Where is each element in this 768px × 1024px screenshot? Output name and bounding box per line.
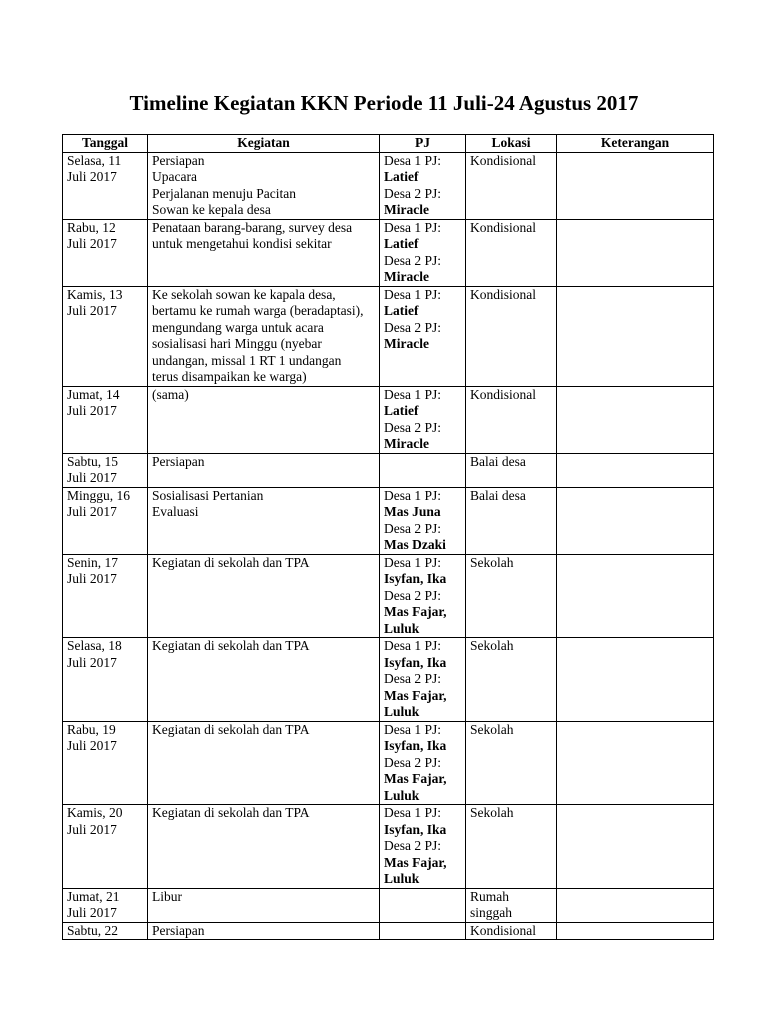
tanggal-cell	[63, 888, 148, 922]
pj-cell	[380, 286, 466, 386]
timeline-body	[63, 152, 714, 940]
pj-name: Mas Fajar,	[384, 687, 447, 703]
keterangan-cell	[557, 721, 714, 805]
kegiatan-cell	[148, 386, 380, 453]
pj-label: Desa 1 PJ:	[384, 286, 441, 302]
kegiatan-cell	[148, 286, 380, 386]
lokasi-cell	[466, 286, 557, 386]
lokasi-line: Kondisional	[470, 152, 536, 168]
lokasi-cell	[466, 554, 557, 638]
tanggal-cell	[63, 805, 148, 889]
pj-cell	[380, 487, 466, 554]
tanggal-cell	[63, 721, 148, 805]
kegiatan-line: Persiapan	[152, 453, 205, 469]
kegiatan-cell	[148, 152, 380, 219]
lokasi-cell	[466, 487, 557, 554]
tanggal-line: Minggu, 16	[67, 487, 131, 503]
lokasi-line: Kondisional	[470, 286, 536, 302]
timeline-table	[62, 134, 714, 940]
lokasi-line: Balai desa	[470, 487, 526, 503]
kegiatan-line: Ke sekolah sowan ke kapala desa,	[152, 286, 336, 302]
lokasi-cell	[466, 922, 557, 940]
keterangan-cell	[557, 638, 714, 722]
kegiatan-line: bertamu ke rumah warga (beradaptasi),	[152, 303, 364, 318]
tanggal-line: Juli 2017	[67, 654, 117, 670]
pj-name: Mas Fajar,	[384, 771, 447, 786]
pj-cell	[380, 638, 466, 722]
pj-name: Luluk	[384, 704, 420, 719]
tanggal-line: Juli 2017	[67, 236, 117, 251]
kegiatan-cell	[148, 638, 380, 722]
table-row	[63, 805, 714, 889]
tanggal-cell	[63, 922, 148, 940]
pj-label: Desa 1 PJ:	[384, 487, 441, 503]
header-tanggal: Tanggal	[63, 135, 148, 153]
lokasi-cell	[466, 721, 557, 805]
lokasi-line: Kondisional	[470, 219, 536, 235]
lokasi-line: Sekolah	[470, 638, 514, 653]
lokasi-cell	[466, 386, 557, 453]
tanggal-line: Selasa, 18	[67, 638, 122, 653]
table-row	[63, 554, 714, 638]
kegiatan-line: Kegiatan di sekolah dan TPA	[152, 805, 310, 820]
kegiatan-line: Evaluasi	[152, 504, 199, 519]
page-title: Timeline Kegiatan KKN Periode 11 Juli-24 Agustus 2017	[129, 91, 639, 115]
kegiatan-line: Kegiatan di sekolah dan TPA	[152, 554, 310, 570]
tanggal-cell	[63, 286, 148, 386]
kegiatan-line: Penataan barang-barang, survey desa	[152, 219, 353, 235]
pj-name: Miracle	[384, 336, 429, 351]
kegiatan-line: mengundang warga untuk acara	[152, 319, 324, 335]
table-row	[63, 152, 714, 219]
tanggal-cell	[63, 152, 148, 219]
pj-name: Luluk	[384, 787, 420, 803]
pj-cell	[380, 453, 466, 487]
pj-label: Desa 1 PJ:	[384, 386, 441, 402]
tanggal-line: Juli 2017	[67, 905, 117, 920]
keterangan-cell	[557, 453, 714, 487]
pj-cell	[380, 554, 466, 638]
header-kegiatan: Kegiatan	[148, 135, 380, 153]
kegiatan-line: Kegiatan di sekolah dan TPA	[152, 638, 310, 653]
pj-name: Latief	[384, 169, 419, 184]
tanggal-line: Juli 2017	[67, 470, 117, 485]
tanggal-line: Juli 2017	[67, 403, 117, 418]
pj-name: Mas Fajar,	[384, 854, 447, 870]
pj-name: Miracle	[384, 269, 429, 284]
lokasi-line: Sekolah	[470, 721, 514, 737]
pj-label: Desa 1 PJ:	[384, 554, 441, 570]
pj-label: Desa 1 PJ:	[384, 638, 441, 653]
keterangan-cell	[557, 805, 714, 889]
lokasi-line: singgah	[470, 905, 512, 920]
tanggal-line: Rabu, 19	[67, 721, 116, 737]
kegiatan-line: Persiapan	[152, 922, 205, 938]
pj-label: Desa 2 PJ:	[384, 419, 441, 435]
header-row	[63, 135, 714, 153]
pj-label: Desa 2 PJ:	[384, 252, 441, 268]
pj-label: Desa 2 PJ:	[384, 754, 441, 770]
table-row	[63, 386, 714, 453]
tanggal-line: Sabtu, 15	[67, 453, 119, 469]
lokasi-cell	[466, 888, 557, 922]
pj-cell	[380, 922, 466, 940]
tanggal-cell	[63, 638, 148, 722]
header-pj: PJ	[380, 135, 466, 153]
kegiatan-cell	[148, 487, 380, 554]
header-lokasi: Lokasi	[466, 135, 557, 153]
keterangan-cell	[557, 219, 714, 286]
tanggal-cell	[63, 386, 148, 453]
kegiatan-line: sosialisasi hari Minggu (nyebar	[152, 336, 322, 351]
kegiatan-cell	[148, 922, 380, 940]
kegiatan-cell	[148, 554, 380, 638]
lokasi-line: Rumah	[470, 888, 509, 904]
keterangan-cell	[557, 286, 714, 386]
pj-label: Desa 1 PJ:	[384, 219, 441, 235]
keterangan-cell	[557, 922, 714, 940]
pj-label: Desa 2 PJ:	[384, 671, 441, 686]
table-row	[63, 888, 714, 922]
kegiatan-line: Sosialisasi Pertanian	[152, 487, 264, 503]
pj-cell	[380, 888, 466, 922]
pj-cell	[380, 721, 466, 805]
kegiatan-cell	[148, 721, 380, 805]
pj-name: Latief	[384, 403, 419, 418]
pj-name: Miracle	[384, 436, 429, 451]
tanggal-line: Kamis, 13	[67, 286, 123, 302]
lokasi-cell	[466, 219, 557, 286]
tanggal-line: Selasa, 11	[67, 152, 122, 168]
tanggal-line: Jumat, 14	[67, 386, 120, 402]
pj-name: Luluk	[384, 871, 420, 886]
tanggal-line: Juli 2017	[67, 571, 117, 586]
pj-label: Desa 2 PJ:	[384, 520, 441, 536]
lokasi-line: Kondisional	[470, 922, 536, 938]
tanggal-line: Sabtu, 22	[67, 922, 119, 938]
kegiatan-line: (sama)	[152, 386, 189, 402]
table-row	[63, 286, 714, 386]
tanggal-line: Juli 2017	[67, 504, 117, 519]
kegiatan-line: Sowan ke kepala desa	[152, 202, 271, 217]
kegiatan-cell	[148, 805, 380, 889]
lokasi-line: Kondisional	[470, 386, 536, 402]
pj-name: Isyfan, Ika	[384, 738, 447, 753]
pj-label: Desa 2 PJ:	[384, 319, 441, 335]
kegiatan-cell	[148, 219, 380, 286]
pj-label: Desa 1 PJ:	[384, 152, 441, 168]
pj-name: Luluk	[384, 620, 420, 636]
kegiatan-line: Persiapan	[152, 152, 205, 168]
pj-name: Mas Fajar,	[384, 604, 447, 619]
table-row	[63, 453, 714, 487]
pj-name: Latief	[384, 236, 419, 251]
tanggal-cell	[63, 554, 148, 638]
kegiatan-line: Upacara	[152, 169, 197, 184]
tanggal-cell	[63, 487, 148, 554]
tanggal-line: Juli 2017	[67, 821, 117, 837]
pj-name: Mas Dzaki	[384, 537, 446, 552]
pj-name: Miracle	[384, 202, 429, 217]
keterangan-cell	[557, 386, 714, 453]
pj-name: Isyfan, Ika	[384, 821, 447, 837]
keterangan-cell	[557, 487, 714, 554]
keterangan-cell	[557, 888, 714, 922]
pj-cell	[380, 805, 466, 889]
pj-name: Mas Juna	[384, 504, 441, 519]
tanggal-cell	[63, 453, 148, 487]
keterangan-cell	[557, 554, 714, 638]
tanggal-line: Kamis, 20	[67, 805, 123, 820]
table-row	[63, 721, 714, 805]
pj-name: Isyfan, Ika	[384, 571, 447, 586]
pj-cell	[380, 152, 466, 219]
lokasi-line: Balai desa	[470, 453, 526, 469]
kegiatan-line: Libur	[152, 888, 182, 904]
kegiatan-cell	[148, 453, 380, 487]
header-keterangan: Keterangan	[557, 135, 714, 153]
lokasi-line: Sekolah	[470, 805, 514, 820]
pj-label: Desa 1 PJ:	[384, 805, 441, 820]
lokasi-cell	[466, 453, 557, 487]
tanggal-line: Juli 2017	[67, 169, 117, 184]
tanggal-cell	[63, 219, 148, 286]
pj-name: Isyfan, Ika	[384, 654, 447, 670]
tanggal-line: Juli 2017	[67, 738, 117, 753]
keterangan-cell	[557, 152, 714, 219]
lokasi-line: Sekolah	[470, 554, 514, 570]
kegiatan-cell	[148, 888, 380, 922]
kegiatan-line: terus disampaikan ke warga)	[152, 369, 307, 384]
lokasi-cell	[466, 805, 557, 889]
pj-cell	[380, 386, 466, 453]
lokasi-cell	[466, 152, 557, 219]
kegiatan-line: Kegiatan di sekolah dan TPA	[152, 721, 310, 737]
kegiatan-line: Perjalanan menuju Pacitan	[152, 185, 296, 201]
table-row	[63, 922, 714, 940]
tanggal-line: Rabu, 12	[67, 219, 116, 235]
pj-cell	[380, 219, 466, 286]
kegiatan-line: untuk mengetahui kondisi sekitar	[152, 236, 332, 251]
table-row	[63, 219, 714, 286]
lokasi-cell	[466, 638, 557, 722]
table-row	[63, 638, 714, 722]
pj-label: Desa 2 PJ:	[384, 185, 441, 201]
pj-label: Desa 2 PJ:	[384, 838, 441, 853]
tanggal-line: Juli 2017	[67, 303, 117, 318]
tanggal-line: Jumat, 21	[67, 888, 120, 904]
table-row	[63, 487, 714, 554]
kegiatan-line: undangan, missal 1 RT 1 undangan	[152, 352, 342, 368]
pj-name: Latief	[384, 303, 419, 318]
tanggal-line: Senin, 17	[67, 554, 119, 570]
pj-label: Desa 1 PJ:	[384, 721, 441, 737]
pj-label: Desa 2 PJ:	[384, 587, 441, 603]
